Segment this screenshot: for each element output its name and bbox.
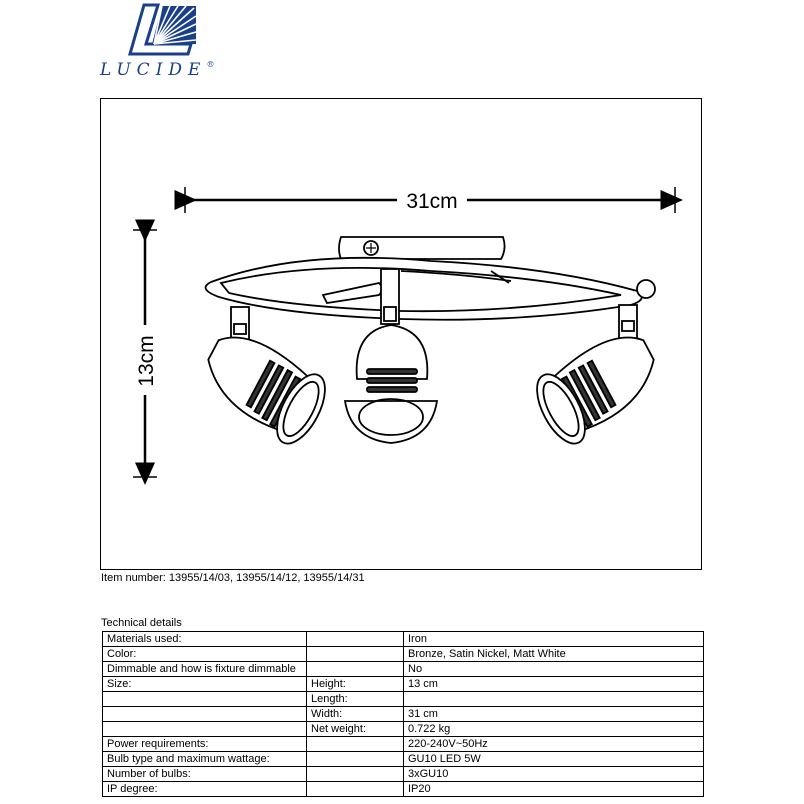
technical-details-table (102, 631, 704, 797)
spec-sub-cell (307, 632, 404, 647)
spec-value-cell: GU10 LED 5W (404, 752, 704, 767)
spec-sub-cell (307, 662, 404, 677)
spec-sub-cell (307, 647, 404, 662)
spec-label-cell: Color: (103, 647, 307, 662)
spec-row (103, 767, 704, 782)
spec-sub-cell (307, 737, 404, 752)
spec-row (103, 632, 704, 647)
spec-sub-cell (307, 767, 404, 782)
spec-sub-cell: Width: (307, 707, 404, 722)
spec-row (103, 677, 704, 692)
logo-sunburst-icon (130, 5, 196, 54)
brand-name: LUCIDE (100, 60, 207, 80)
spec-value-cell: Bronze, Satin Nickel, Matt White (404, 647, 704, 662)
spec-value-cell: No (404, 662, 704, 677)
spec-value-cell: 0.722 kg (404, 722, 704, 737)
spec-row (103, 707, 704, 722)
spec-sub-cell: Net weight: (307, 722, 404, 737)
fixture-drawing (101, 99, 703, 571)
spec-row (103, 692, 704, 707)
center-spotlight (345, 325, 437, 443)
item-number: Item number: 13955/14/03, 13955/14/12, 13955/14/31 (101, 572, 365, 584)
height-dimension (133, 230, 158, 477)
spec-label-cell: IP degree: (103, 782, 307, 797)
spec-row (103, 752, 704, 767)
spec-label-cell (103, 722, 307, 737)
spec-label-cell: Dimmable and how is fixture dimmable (103, 662, 307, 677)
spec-value-cell (404, 692, 704, 707)
spec-label-cell: Number of bulbs: (103, 767, 307, 782)
spec-value-cell: 3xGU10 (404, 767, 704, 782)
spec-label-cell: Bulb type and maximum wattage: (103, 752, 307, 767)
spec-sub-cell (307, 752, 404, 767)
spec-value-cell: Iron (404, 632, 704, 647)
spec-label-cell (103, 692, 307, 707)
spec-row (103, 722, 704, 737)
spec-row (103, 782, 704, 797)
spec-value-cell: IP20 (404, 782, 704, 797)
width-dimension (185, 187, 675, 213)
spec-row (103, 737, 704, 752)
spec-label-cell: Materials used: (103, 632, 307, 647)
spec-value-cell: 13 cm (404, 677, 704, 692)
product-drawing (100, 98, 702, 570)
right-spotlight (527, 325, 672, 451)
height-label: 13cm (135, 335, 158, 387)
logo-wordmark (100, 60, 214, 80)
spec-row (103, 647, 704, 662)
spec-sub-cell: Length: (307, 692, 404, 707)
spec-label-cell: Size: (103, 677, 307, 692)
technical-details-title: Technical details (101, 617, 182, 629)
spec-label-cell (103, 707, 307, 722)
width-label: 31cm (406, 190, 458, 213)
registered-mark: ® (206, 60, 215, 69)
spec-label-cell: Power requirements: (103, 737, 307, 752)
spec-value-cell: 220-240V~50Hz (404, 737, 704, 752)
spec-sub-cell (307, 782, 404, 797)
spec-value-cell: 31 cm (404, 707, 704, 722)
spec-sub-cell: Height: (307, 677, 404, 692)
fixture-outline (206, 237, 655, 365)
left-spotlight (190, 325, 335, 451)
spec-table-body (103, 632, 704, 797)
spec-row (103, 662, 704, 677)
